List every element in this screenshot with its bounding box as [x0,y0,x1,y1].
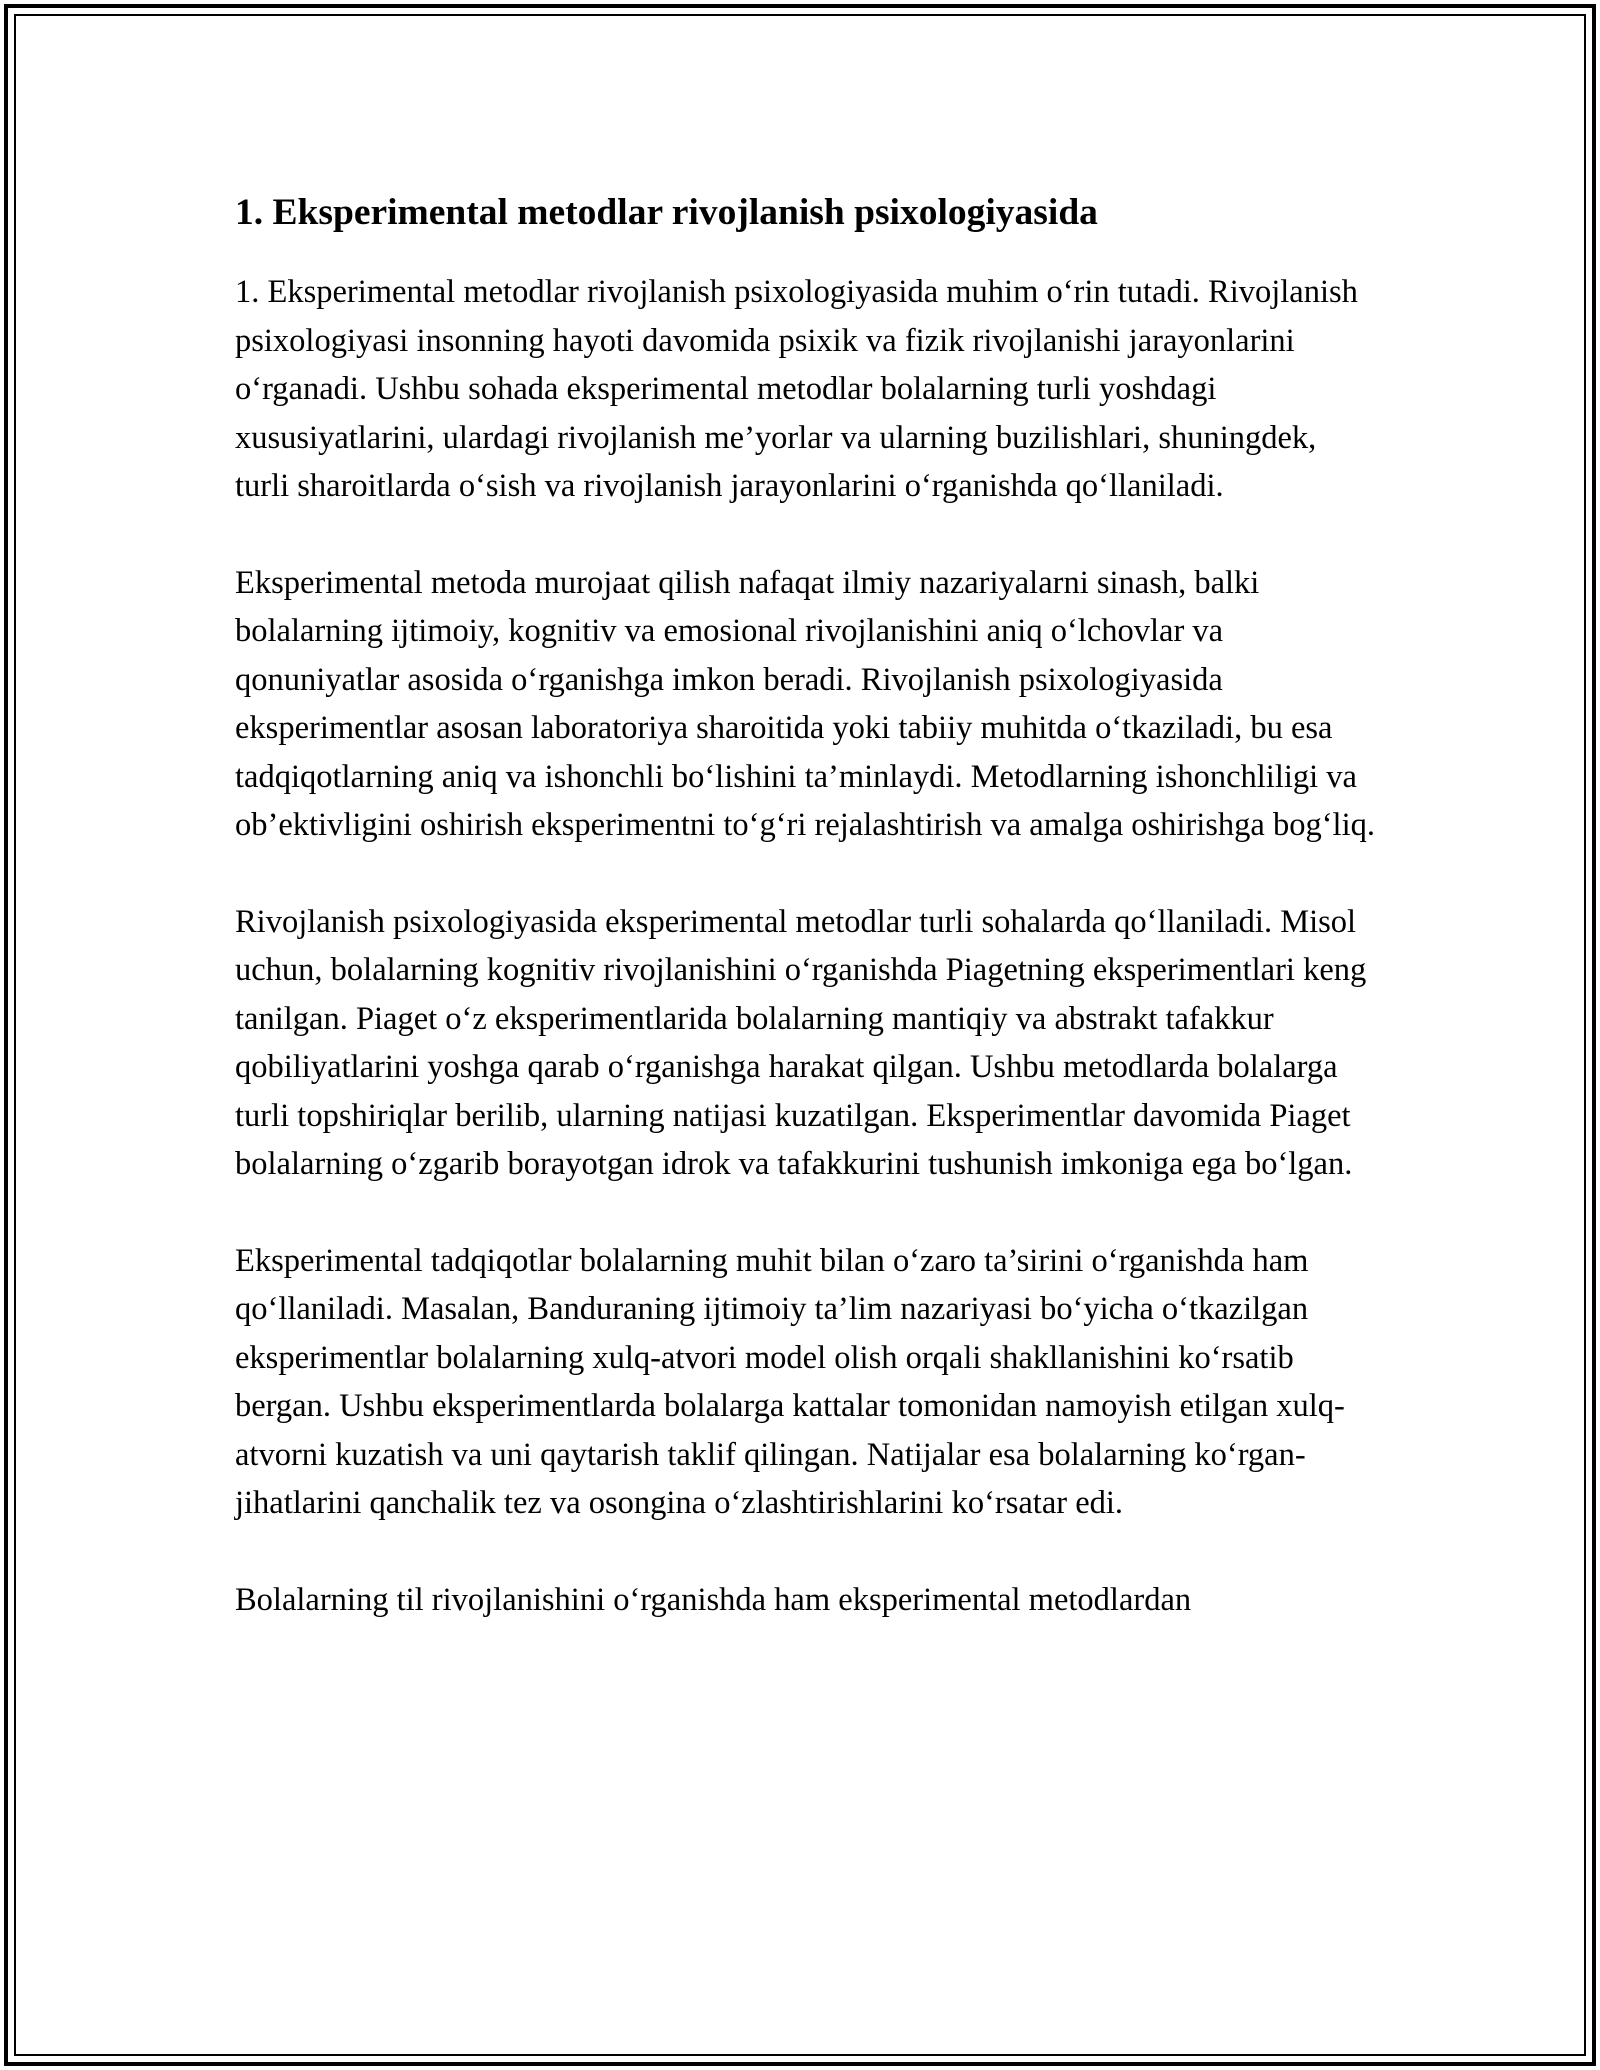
document-body [235,188,1375,1672]
paragraph-2: Eksperimental metoda murojaat qilish nafaqat ilmiy nazariyalarni sinash, balki bolalarning ijtimoiy, kognitiv va emosional rivojlanishini aniq o‘lchovlar va qonuniyatlar asosida o‘rganishga imkon beradi. Rivojlanish psixologiyasida eksperimentlar asosan laboratoriya sharoitida yoki tabiiy muhitda o‘tkaziladi, bu esa tadqiqotlarning aniq va ishonchli bo‘lishini ta’minlaydi. Metodlarning ishonchliligi va ob’ektivligini oshirish eksperimentni to‘g‘ri rejalashtirish va amalga oshirishga bog‘liq. [235,564,1375,843]
paragraph-1: 1. Eksperimental metodlar rivojlanish psixologiyasida muhim o‘rin tutadi. Rivojlanish psixologiyasi insonning hayoti davomida psixik va fizik rivojlanishi jarayonlarini o‘rganadi. Ushbu sohada eksperimental metodlar bolalarning turli yoshdagi xususiyatlarini, ulardagi rivojlanish me’yorlar va ularning buzilishlari, shuningdek, turli sharoitlarda o‘sish va rivojlanish jarayonlarini o‘rganishda qo‘llaniladi. [235,274,1358,504]
document-heading: 1. Eksperimental metodlar rivojlanish psixologiyasida [235,192,1098,233]
paragraph-5: Bolalarning til rivojlanishini o‘rganishda ham eksperimental metodlardan [235,1581,1192,1618]
paragraph-4: Eksperimental tadqiqotlar bolalarning muhit bilan o‘zaro ta’sirini o‘rganishda ham qo‘llaniladi. Masalan, Banduraning ijtimoiy ta’lim nazariyasi bo‘yicha o‘tkazilgan eksperimentlar bolalarning xulq-atvori model olish orqali shakllanishini ko‘rsatib bergan. Ushbu eksperimentlarda bolalarga kattalar tomonidan namoyish etilgan xulq-atvorni kuzatish va uni qaytarish taklif qilingan. Natijalar esa bolalarning ko‘rgan-jihatlarini qanchalik tez va osongina o‘zlashtirishlarini ko‘rsatar edi. [235,1242,1345,1521]
paragraph-3: Rivojlanish psixologiyasida eksperimental metodlar turli sohalarda qo‘llaniladi. Misol uchun, bolalarning kognitiv rivojlanishini o‘rganishda Piagetning eksperimentlari keng tanilgan. Piaget o‘z eksperimentlarida bolalarning mantiqiy va abstrakt tafakkur qobiliyatlarini yoshga qarab o‘rganishga harakat qilgan. Ushbu metodlarda bolalarga turli topshiriqlar berilib, ularning natijasi kuzatilgan. Eksperimentlar davomida Piaget bolalarning o‘zgarib borayotgan idrok va tafakkurini tushunish imkoniga ega bo‘lgan. [235,903,1367,1182]
